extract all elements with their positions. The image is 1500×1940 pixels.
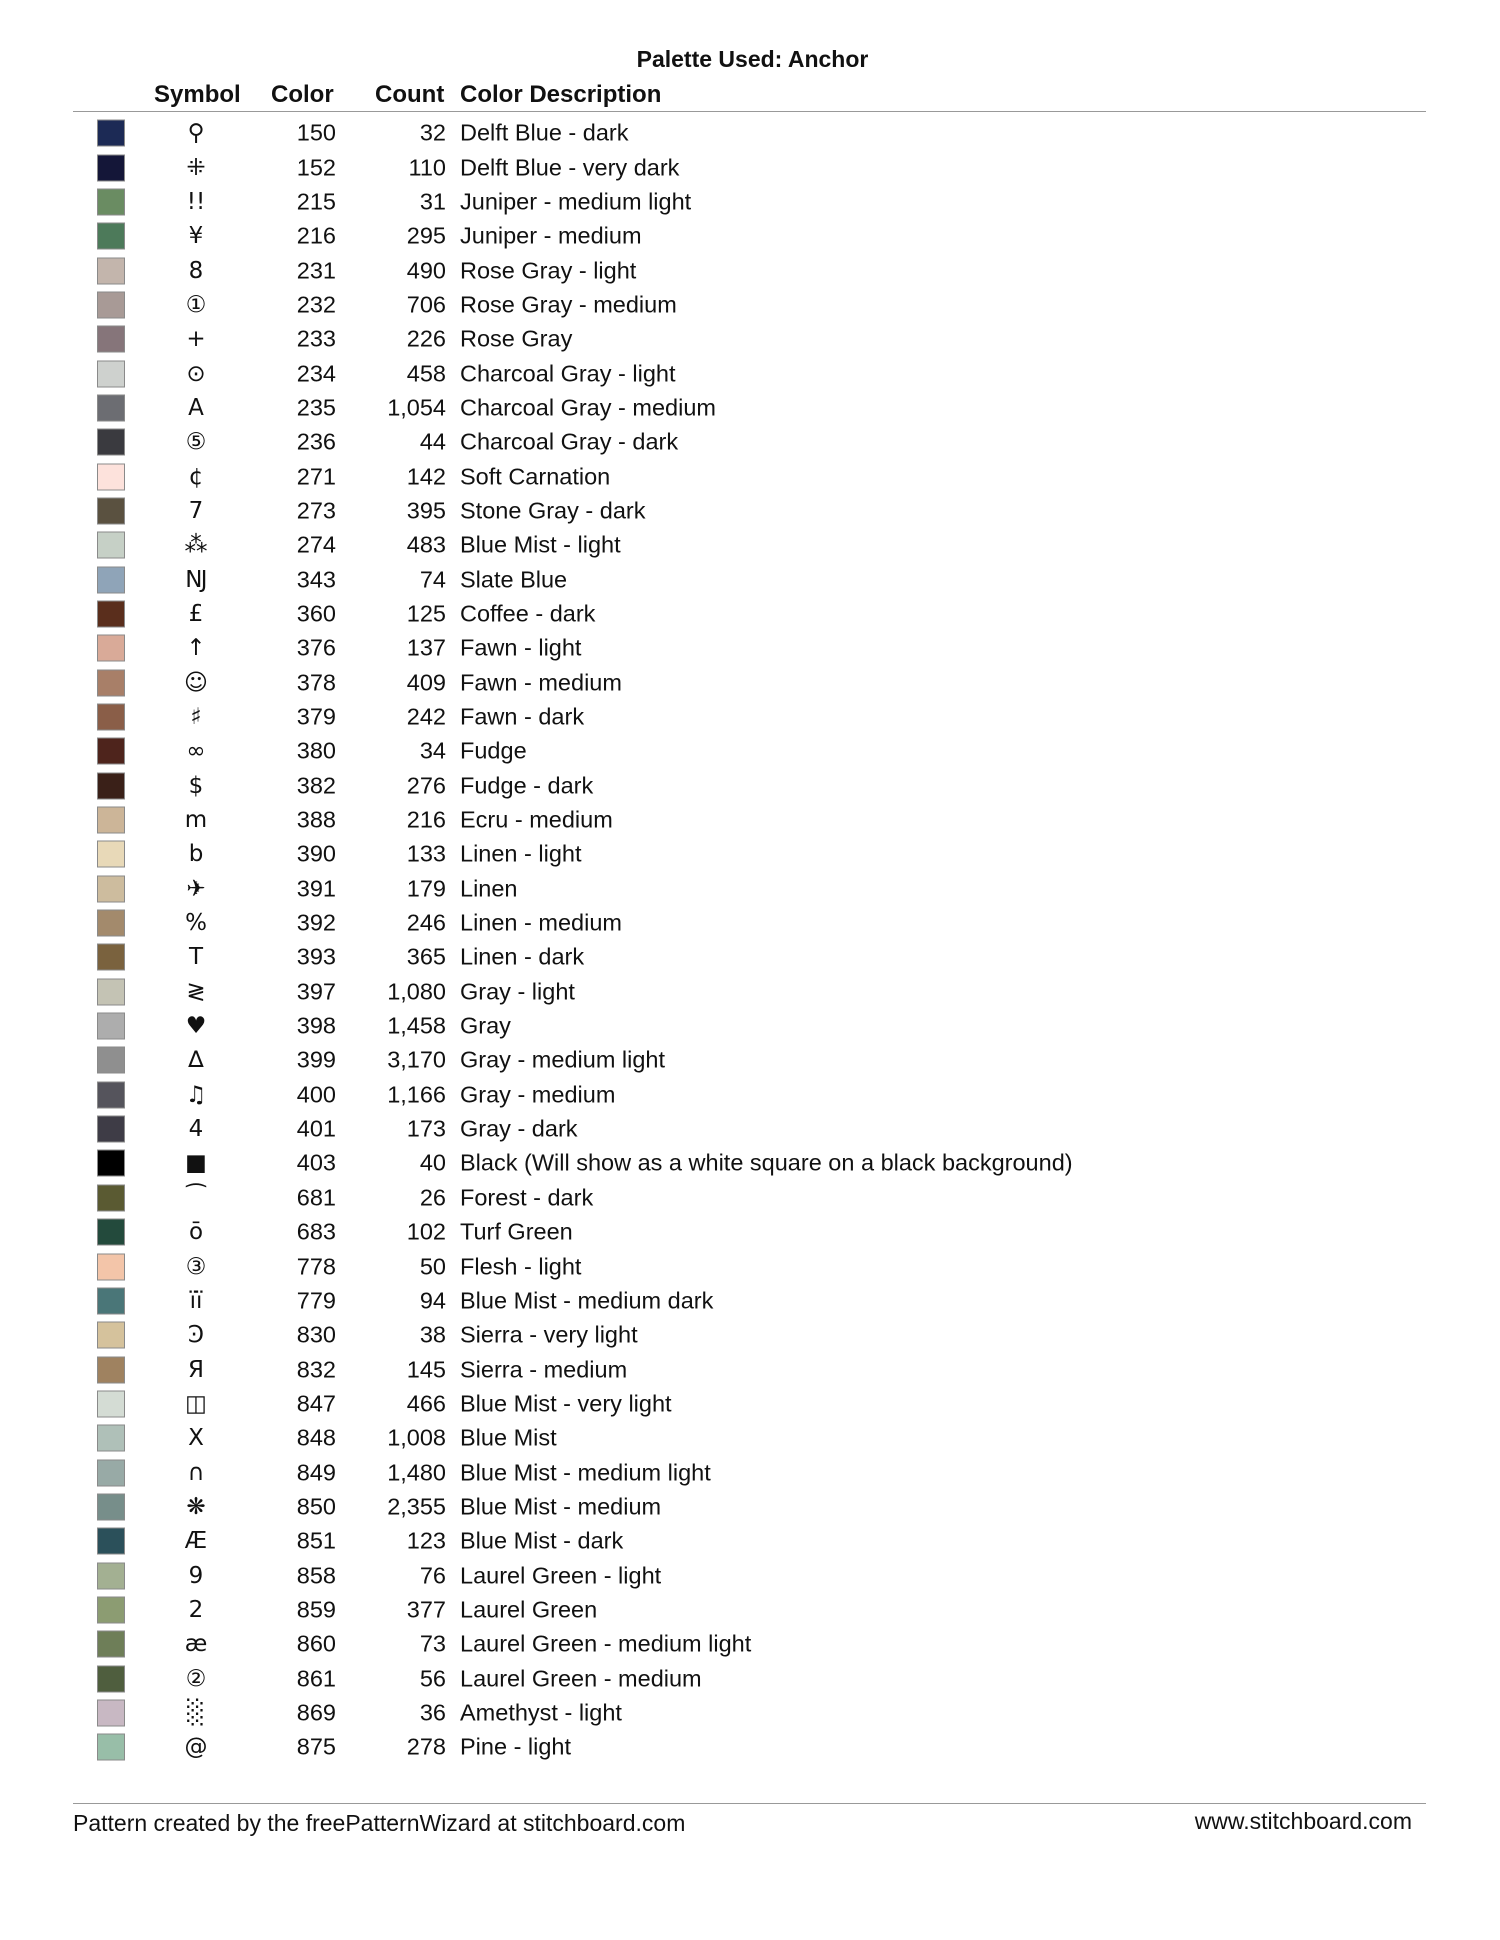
color-description: Gray - medium light bbox=[460, 1046, 666, 1073]
color-description: Juniper - medium bbox=[460, 222, 642, 249]
stitch-symbol: ⁜ bbox=[186, 154, 206, 181]
color-description: Ecru - medium bbox=[460, 806, 613, 833]
color-description: Delft Blue - dark bbox=[460, 119, 629, 146]
color-swatch bbox=[97, 1013, 125, 1040]
table-row bbox=[0, 494, 1500, 528]
color-swatch bbox=[97, 1562, 125, 1589]
stitch-symbol: ⁂ bbox=[184, 532, 208, 559]
stitch-count: 145 bbox=[406, 1356, 446, 1383]
color-description: Gray - medium bbox=[460, 1081, 616, 1108]
stitch-count: 409 bbox=[406, 669, 446, 696]
color-code: 848 bbox=[296, 1424, 336, 1451]
color-swatch bbox=[97, 1322, 125, 1349]
color-description: Amethyst - light bbox=[460, 1699, 622, 1726]
color-swatch bbox=[97, 1184, 125, 1211]
color-description: Juniper - medium light bbox=[460, 188, 692, 215]
color-swatch bbox=[97, 463, 125, 490]
color-code: 397 bbox=[296, 978, 336, 1005]
table-row bbox=[0, 906, 1500, 940]
color-swatch bbox=[97, 360, 125, 387]
color-code: 869 bbox=[296, 1699, 336, 1726]
table-row bbox=[0, 562, 1500, 596]
color-description: Stone Gray - dark bbox=[460, 497, 646, 524]
color-swatch bbox=[97, 566, 125, 593]
stitch-count: 1,458 bbox=[387, 1012, 446, 1039]
stitch-symbol: ∞ bbox=[186, 738, 206, 765]
color-code: 236 bbox=[296, 428, 336, 455]
color-swatch bbox=[97, 1356, 125, 1383]
color-code: 390 bbox=[296, 840, 336, 867]
header-count: Count bbox=[375, 81, 445, 108]
table-row bbox=[0, 219, 1500, 253]
color-code: 850 bbox=[296, 1493, 336, 1520]
stitch-symbol: A bbox=[188, 394, 204, 421]
stitch-count: 377 bbox=[406, 1596, 446, 1623]
stitch-count: 74 bbox=[419, 566, 446, 593]
table-row bbox=[0, 1627, 1500, 1661]
stitch-count: 26 bbox=[419, 1184, 446, 1211]
color-code: 343 bbox=[296, 566, 336, 593]
table-row bbox=[0, 1421, 1500, 1455]
stitch-count: 466 bbox=[406, 1390, 446, 1417]
table-row bbox=[0, 1009, 1500, 1043]
color-description: Flesh - light bbox=[460, 1253, 582, 1280]
color-description: Fudge bbox=[460, 737, 527, 764]
stitch-symbol: 9 bbox=[188, 1562, 204, 1589]
footer-credit: Pattern created by the freePatternWizard at stitchboard.com bbox=[73, 1810, 686, 1836]
stitch-count: 706 bbox=[406, 291, 446, 318]
color-swatch bbox=[97, 978, 125, 1005]
color-code: 388 bbox=[296, 806, 336, 833]
color-code: 859 bbox=[296, 1596, 336, 1623]
stitch-count: 246 bbox=[406, 909, 446, 936]
color-code: 391 bbox=[296, 875, 336, 902]
stitch-count: 123 bbox=[406, 1527, 446, 1554]
color-description: Fawn - medium bbox=[460, 669, 622, 696]
color-description: Slate Blue bbox=[460, 566, 568, 593]
stitch-count: 1,008 bbox=[387, 1424, 446, 1451]
color-description: Pine - light bbox=[460, 1733, 572, 1760]
table-row bbox=[0, 150, 1500, 184]
table-row bbox=[0, 631, 1500, 665]
stitch-symbol: ◫ bbox=[185, 1390, 207, 1417]
stitch-symbol: 7 bbox=[188, 497, 204, 524]
color-code: 849 bbox=[296, 1459, 336, 1486]
stitch-count: 395 bbox=[406, 497, 446, 524]
color-code: 380 bbox=[296, 737, 336, 764]
table-row bbox=[0, 1387, 1500, 1421]
color-description: Charcoal Gray - light bbox=[460, 360, 676, 387]
table-row bbox=[0, 459, 1500, 493]
color-code: 683 bbox=[296, 1218, 336, 1245]
stitch-count: 102 bbox=[406, 1218, 446, 1245]
color-swatch bbox=[97, 1459, 125, 1486]
table-row bbox=[0, 1078, 1500, 1112]
table-row bbox=[0, 288, 1500, 322]
stitch-count: 1,080 bbox=[387, 978, 446, 1005]
stitch-symbol: ✈ bbox=[186, 875, 206, 902]
color-code: 232 bbox=[296, 291, 336, 318]
color-code: 858 bbox=[296, 1562, 336, 1589]
stitch-count: 2,355 bbox=[387, 1493, 446, 1520]
color-code: 378 bbox=[296, 669, 336, 696]
table-row bbox=[0, 1284, 1500, 1318]
table-row bbox=[0, 803, 1500, 837]
color-swatch bbox=[97, 1631, 125, 1658]
color-swatch bbox=[97, 704, 125, 731]
color-description: Linen - light bbox=[460, 840, 582, 867]
stitch-count: 40 bbox=[419, 1149, 446, 1176]
color-description: Sierra - medium bbox=[460, 1356, 628, 1383]
stitch-count: 50 bbox=[419, 1253, 446, 1280]
color-code: 830 bbox=[296, 1321, 336, 1348]
color-description: Blue Mist bbox=[460, 1424, 557, 1451]
table-row bbox=[0, 1249, 1500, 1283]
stitch-count: 133 bbox=[406, 840, 446, 867]
footer-divider bbox=[73, 1803, 1426, 1804]
header-symbol: Symbol bbox=[154, 81, 241, 108]
color-code: 401 bbox=[296, 1115, 336, 1142]
color-code: 379 bbox=[296, 703, 336, 730]
color-description: Gray bbox=[460, 1012, 511, 1039]
color-swatch bbox=[97, 1699, 125, 1726]
color-code: 875 bbox=[296, 1733, 336, 1760]
stitch-symbol: ¢ bbox=[188, 463, 204, 490]
color-description: Linen - medium bbox=[460, 909, 622, 936]
stitch-symbol: m bbox=[184, 807, 208, 834]
stitch-symbol: + bbox=[186, 326, 206, 353]
color-swatch bbox=[97, 944, 125, 971]
stitch-symbol: æ bbox=[184, 1631, 208, 1658]
color-description: Laurel Green - medium light bbox=[460, 1630, 752, 1657]
color-description: Charcoal Gray - dark bbox=[460, 428, 679, 455]
table-row bbox=[0, 1181, 1500, 1215]
table-row bbox=[0, 1524, 1500, 1558]
stitch-count: 458 bbox=[406, 360, 446, 387]
color-swatch bbox=[97, 669, 125, 696]
stitch-symbol: ↑ bbox=[186, 635, 206, 662]
color-description: Linen - dark bbox=[460, 943, 585, 970]
color-swatch bbox=[97, 188, 125, 215]
stitch-count: 1,166 bbox=[387, 1081, 446, 1108]
table-row bbox=[0, 769, 1500, 803]
table-row bbox=[0, 1215, 1500, 1249]
stitch-symbol: ❋ bbox=[186, 1493, 206, 1520]
color-code: 403 bbox=[296, 1149, 336, 1176]
color-code: 400 bbox=[296, 1081, 336, 1108]
table-row bbox=[0, 1455, 1500, 1489]
stitch-count: 3,170 bbox=[387, 1046, 446, 1073]
color-swatch bbox=[97, 1219, 125, 1246]
color-code: 235 bbox=[296, 394, 336, 421]
color-swatch bbox=[97, 429, 125, 456]
stitch-symbol: b bbox=[188, 841, 204, 868]
color-swatch bbox=[97, 1150, 125, 1177]
stitch-count: 31 bbox=[419, 188, 446, 215]
color-swatch bbox=[97, 1047, 125, 1074]
color-swatch bbox=[97, 1493, 125, 1520]
stitch-count: 179 bbox=[406, 875, 446, 902]
color-code: 376 bbox=[296, 634, 336, 661]
stitch-count: 76 bbox=[419, 1562, 446, 1589]
stitch-count: 38 bbox=[419, 1321, 446, 1348]
color-code: 851 bbox=[296, 1527, 336, 1554]
color-code: 382 bbox=[296, 772, 336, 799]
color-code: 360 bbox=[296, 600, 336, 627]
color-description: Fudge - dark bbox=[460, 772, 594, 799]
color-swatch bbox=[97, 1287, 125, 1314]
table-row bbox=[0, 1661, 1500, 1695]
color-swatch bbox=[97, 326, 125, 353]
color-swatch bbox=[97, 1390, 125, 1417]
stitch-symbol: Ͽ bbox=[187, 1322, 205, 1349]
color-swatch bbox=[97, 1081, 125, 1108]
color-swatch bbox=[97, 910, 125, 937]
color-code: 681 bbox=[296, 1184, 336, 1211]
color-description: Laurel Green - medium bbox=[460, 1665, 702, 1692]
stitch-symbol: ♥ bbox=[185, 1013, 207, 1040]
stitch-symbol: ō bbox=[188, 1219, 204, 1246]
color-code: 832 bbox=[296, 1356, 336, 1383]
color-code: 152 bbox=[296, 154, 336, 181]
stitch-count: 278 bbox=[406, 1733, 446, 1760]
stitch-count: 56 bbox=[419, 1665, 446, 1692]
color-code: 860 bbox=[296, 1630, 336, 1657]
stitch-symbol: T bbox=[188, 944, 204, 971]
color-description: Sierra - very light bbox=[460, 1321, 638, 1348]
stitch-count: 276 bbox=[406, 772, 446, 799]
color-code: 234 bbox=[296, 360, 336, 387]
color-swatch bbox=[97, 738, 125, 765]
color-description: Charcoal Gray - medium bbox=[460, 394, 716, 421]
stitch-count: 295 bbox=[406, 222, 446, 249]
color-description: Laurel Green - light bbox=[460, 1562, 662, 1589]
color-code: 233 bbox=[296, 325, 336, 352]
color-code: 399 bbox=[296, 1046, 336, 1073]
stitch-symbol: ♯ bbox=[190, 704, 202, 731]
color-description: Blue Mist - light bbox=[460, 531, 621, 558]
stitch-count: 490 bbox=[406, 257, 446, 284]
color-code: 398 bbox=[296, 1012, 336, 1039]
table-row bbox=[0, 356, 1500, 390]
palette-table bbox=[0, 116, 1500, 1765]
color-description: Forest - dark bbox=[460, 1184, 594, 1211]
table-row bbox=[0, 116, 1500, 150]
stitch-symbol: ≷ bbox=[186, 978, 206, 1005]
color-swatch bbox=[97, 120, 125, 147]
table-row bbox=[0, 528, 1500, 562]
stitch-count: 483 bbox=[406, 531, 446, 558]
table-row bbox=[0, 734, 1500, 768]
table-row bbox=[0, 940, 1500, 974]
stitch-count: 173 bbox=[406, 1115, 446, 1142]
stitch-symbol: ¥ bbox=[188, 223, 204, 250]
color-swatch bbox=[97, 772, 125, 799]
color-description: Blue Mist - medium bbox=[460, 1493, 662, 1520]
stitch-symbol: Ǌ bbox=[185, 566, 207, 593]
stitch-symbol: ⁀ bbox=[186, 1184, 206, 1211]
stitch-symbol: $ bbox=[188, 772, 204, 799]
stitch-symbol: ∆ bbox=[188, 1047, 204, 1074]
stitch-count: 110 bbox=[408, 154, 446, 181]
color-code: 271 bbox=[296, 463, 336, 490]
table-row bbox=[0, 425, 1500, 459]
color-swatch bbox=[97, 154, 125, 181]
table-row bbox=[0, 253, 1500, 287]
table-row bbox=[0, 1146, 1500, 1180]
stitch-count: 34 bbox=[419, 737, 446, 764]
stitch-symbol: !! bbox=[186, 188, 206, 215]
color-swatch bbox=[97, 600, 125, 627]
color-description: Black (Will show as a white square on a black background) bbox=[460, 1149, 1073, 1176]
color-swatch bbox=[97, 223, 125, 250]
stitch-count: 226 bbox=[406, 325, 446, 352]
stitch-symbol: Я bbox=[188, 1356, 204, 1383]
table-row bbox=[0, 391, 1500, 425]
stitch-symbol: ③ bbox=[185, 1253, 207, 1280]
table-row bbox=[0, 322, 1500, 356]
color-swatch bbox=[97, 1528, 125, 1555]
table-row bbox=[0, 1696, 1500, 1730]
stitch-symbol: ïï bbox=[189, 1287, 203, 1314]
stitch-symbol: Æ bbox=[184, 1528, 208, 1555]
color-description: Fawn - dark bbox=[460, 703, 585, 730]
stitch-count: 137 bbox=[406, 634, 446, 661]
stitch-count: 125 bbox=[406, 600, 446, 627]
color-swatch bbox=[97, 1665, 125, 1692]
table-row bbox=[0, 1558, 1500, 1592]
footer-url: www.stitchboard.com bbox=[1194, 1808, 1412, 1834]
page-title: Palette Used: Anchor bbox=[636, 46, 869, 72]
header-description: Color Description bbox=[460, 81, 662, 108]
stitch-count: 365 bbox=[406, 943, 446, 970]
color-description: Soft Carnation bbox=[460, 463, 611, 490]
color-description: Blue Mist - medium dark bbox=[460, 1287, 714, 1314]
stitch-symbol: ☺ bbox=[184, 669, 208, 696]
color-description: Rose Gray bbox=[460, 325, 573, 352]
color-code: 393 bbox=[296, 943, 336, 970]
table-row bbox=[0, 1490, 1500, 1524]
stitch-symbol: % bbox=[185, 910, 207, 937]
color-description: Rose Gray - light bbox=[460, 257, 637, 284]
table-row bbox=[0, 597, 1500, 631]
table-row bbox=[0, 1730, 1500, 1764]
stitch-symbol: ♫ bbox=[185, 1081, 207, 1108]
table-row bbox=[0, 700, 1500, 734]
color-swatch bbox=[97, 257, 125, 284]
color-swatch bbox=[97, 394, 125, 421]
color-swatch bbox=[97, 1596, 125, 1623]
table-row bbox=[0, 1043, 1500, 1077]
color-description: Gray - light bbox=[460, 978, 575, 1005]
stitch-count: 1,054 bbox=[387, 394, 446, 421]
stitch-symbol: ⊙ bbox=[186, 360, 206, 387]
color-code: 215 bbox=[296, 188, 336, 215]
table-row bbox=[0, 1318, 1500, 1352]
color-description: Laurel Green bbox=[460, 1596, 598, 1623]
stitch-count: 73 bbox=[419, 1630, 446, 1657]
stitch-symbol: ② bbox=[185, 1665, 207, 1692]
color-description: Fawn - light bbox=[460, 634, 582, 661]
color-code: 861 bbox=[296, 1665, 336, 1692]
color-code: 216 bbox=[296, 222, 336, 249]
color-swatch bbox=[97, 291, 125, 318]
stitch-count: 36 bbox=[419, 1699, 446, 1726]
stitch-symbol: ■ bbox=[185, 1150, 207, 1177]
stitch-symbol: 8 bbox=[188, 257, 204, 284]
stitch-symbol: ∩ bbox=[187, 1459, 205, 1486]
color-description: Delft Blue - very dark bbox=[460, 154, 680, 181]
table-row bbox=[0, 1112, 1500, 1146]
table-row bbox=[0, 975, 1500, 1009]
table-row bbox=[0, 185, 1500, 219]
stitch-count: 1,480 bbox=[387, 1459, 446, 1486]
stitch-symbol: X bbox=[188, 1425, 204, 1452]
color-swatch bbox=[97, 532, 125, 559]
color-swatch bbox=[97, 807, 125, 834]
stitch-symbol: ⚲ bbox=[187, 120, 205, 147]
stitch-symbol: ░ bbox=[187, 1699, 205, 1726]
color-code: 231 bbox=[296, 257, 336, 284]
color-swatch bbox=[97, 1425, 125, 1452]
header-color: Color bbox=[271, 81, 334, 108]
color-code: 150 bbox=[296, 119, 336, 146]
stitch-count: 216 bbox=[406, 806, 446, 833]
color-code: 778 bbox=[296, 1253, 336, 1280]
color-code: 273 bbox=[296, 497, 336, 524]
color-description: Blue Mist - very light bbox=[460, 1390, 672, 1417]
stitch-count: 142 bbox=[406, 463, 446, 490]
table-row bbox=[0, 1593, 1500, 1627]
stitch-symbol: £ bbox=[188, 600, 204, 627]
color-swatch bbox=[97, 1734, 125, 1761]
color-swatch bbox=[97, 841, 125, 868]
stitch-count: 32 bbox=[419, 119, 446, 146]
color-description: Turf Green bbox=[460, 1218, 573, 1245]
table-row bbox=[0, 872, 1500, 906]
color-description: Rose Gray - medium bbox=[460, 291, 677, 318]
table-row bbox=[0, 666, 1500, 700]
color-code: 392 bbox=[296, 909, 336, 936]
color-description: Blue Mist - medium light bbox=[460, 1459, 711, 1486]
stitch-symbol: @ bbox=[184, 1734, 208, 1761]
stitch-symbol: ① bbox=[185, 291, 207, 318]
stitch-symbol: 2 bbox=[188, 1596, 204, 1623]
color-swatch bbox=[97, 1116, 125, 1143]
table-row bbox=[0, 1352, 1500, 1386]
stitch-count: 44 bbox=[419, 428, 446, 455]
color-swatch bbox=[97, 875, 125, 902]
color-swatch bbox=[97, 635, 125, 662]
stitch-symbol: ⑤ bbox=[185, 429, 207, 456]
color-description: Gray - dark bbox=[460, 1115, 578, 1142]
color-code: 274 bbox=[296, 531, 336, 558]
color-code: 779 bbox=[296, 1287, 336, 1314]
color-description: Linen bbox=[460, 875, 518, 902]
color-code: 847 bbox=[296, 1390, 336, 1417]
color-description: Blue Mist - dark bbox=[460, 1527, 624, 1554]
table-row bbox=[0, 837, 1500, 871]
stitch-count: 94 bbox=[419, 1287, 446, 1314]
color-swatch bbox=[97, 1253, 125, 1280]
color-swatch bbox=[97, 497, 125, 524]
color-description: Coffee - dark bbox=[460, 600, 596, 627]
table-header bbox=[0, 81, 1500, 111]
header-divider bbox=[73, 111, 1426, 112]
stitch-symbol: 4 bbox=[188, 1116, 204, 1143]
stitch-count: 242 bbox=[406, 703, 446, 730]
